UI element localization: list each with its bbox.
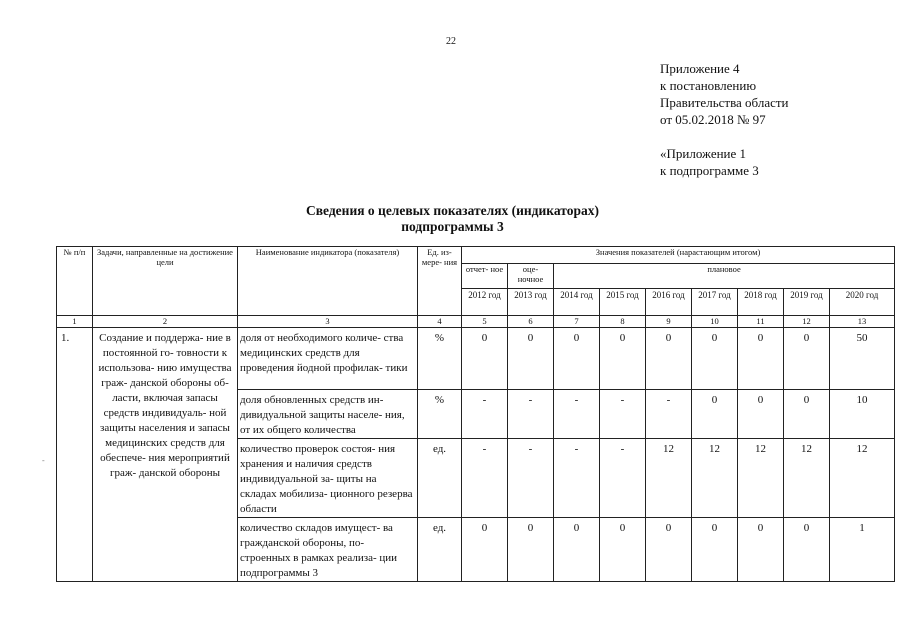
unit-cell: %: [418, 390, 462, 439]
document-title: [0, 203, 905, 235]
value-cell: 0: [554, 518, 600, 582]
value-cell: 0: [692, 390, 738, 439]
value-cell: 1: [830, 518, 895, 582]
value-cell: -: [600, 390, 646, 439]
column-number: 6: [508, 316, 554, 328]
appendix-line: «Приложение 1: [660, 146, 747, 161]
value-cell: 0: [554, 328, 600, 390]
column-number: 5: [462, 316, 508, 328]
title-line-2: подпрограммы 3: [401, 219, 504, 234]
value-cell: 12: [738, 439, 784, 518]
value-cell: 0: [508, 518, 554, 582]
unit-cell: ед.: [418, 518, 462, 582]
value-cell: 12: [830, 439, 895, 518]
value-cell: 0: [462, 328, 508, 390]
appendix-line: Правительства области: [660, 95, 789, 110]
column-number: 4: [418, 316, 462, 328]
value-cell: 0: [692, 518, 738, 582]
header-num: № п/п: [57, 247, 93, 316]
header-indicator: Наименование индикатора (показателя): [238, 247, 418, 316]
value-cell: -: [462, 390, 508, 439]
header-values-group: Значения показателей (нарастающим итогом): [462, 247, 895, 264]
column-number: 7: [554, 316, 600, 328]
header-planned: плановое: [554, 264, 895, 289]
appendix-line: Приложение 4: [660, 61, 740, 76]
indicators-table: [56, 246, 895, 582]
column-number: 3: [238, 316, 418, 328]
column-number: 11: [738, 316, 784, 328]
unit-cell: %: [418, 328, 462, 390]
value-cell: 0: [508, 328, 554, 390]
value-cell: -: [554, 390, 600, 439]
value-cell: -: [508, 390, 554, 439]
column-number: 8: [600, 316, 646, 328]
appendix-block: [660, 60, 789, 179]
appendix-line: от 05.02.2018 № 97: [660, 112, 766, 127]
header-year: 2018 год: [738, 289, 784, 316]
value-cell: 0: [692, 328, 738, 390]
column-number: 13: [830, 316, 895, 328]
header-year: 2020 год: [830, 289, 895, 316]
value-cell: 0: [738, 390, 784, 439]
appendix-line: к постановлению: [660, 78, 757, 93]
header-unit: Ед. из- мере- ния: [418, 247, 462, 316]
column-number: 12: [784, 316, 830, 328]
indicator-name: количество проверок состоя- ния хранения и наличия средств индивидуальной за- щиты на складах мобилиза- ционного резерва области: [238, 439, 418, 518]
column-number: 2: [93, 316, 238, 328]
header-year: 2016 год: [646, 289, 692, 316]
header-estimated: оце- ночное: [508, 264, 554, 289]
header-year: 2015 год: [600, 289, 646, 316]
value-cell: 0: [600, 518, 646, 582]
value-cell: 0: [646, 518, 692, 582]
indicator-name: доля от необходимого количе- ства медицинских средств для проведения йодной профилак- тики: [238, 328, 418, 390]
value-cell: 0: [646, 328, 692, 390]
header-reporting: отчет- ное: [462, 264, 508, 289]
value-cell: 0: [784, 390, 830, 439]
unit-cell: ед.: [418, 439, 462, 518]
appendix-line: к подпрограмме 3: [660, 163, 759, 178]
value-cell: 12: [784, 439, 830, 518]
header-year: 2019 год: [784, 289, 830, 316]
value-cell: -: [508, 439, 554, 518]
header-year: 2013 год: [508, 289, 554, 316]
indicator-name: количество складов имущест- ва гражданской обороны, по- строенных в рамках реализа- ции подпрограммы 3: [238, 518, 418, 582]
header-year: 2017 год: [692, 289, 738, 316]
task-description: Создание и поддержа- ние в постоянной го- товности к использова- нию имущества граж- данской обороны об- ласти, включая запасы средств индивидуаль- ной защиты населения и запасы медицинских средств для обеспече- ния мероприятий граж- данской обороны: [93, 328, 238, 582]
header-year: 2012 год: [462, 289, 508, 316]
value-cell: 12: [646, 439, 692, 518]
value-cell: 12: [692, 439, 738, 518]
value-cell: -: [462, 439, 508, 518]
page-number: 22: [446, 36, 456, 47]
table-row: [57, 328, 895, 390]
value-cell: 0: [462, 518, 508, 582]
value-cell: -: [646, 390, 692, 439]
column-number: 9: [646, 316, 692, 328]
value-cell: -: [554, 439, 600, 518]
header-year: 2014 год: [554, 289, 600, 316]
value-cell: 0: [738, 328, 784, 390]
value-cell: 0: [600, 328, 646, 390]
margin-mark: -: [42, 456, 45, 465]
value-cell: 10: [830, 390, 895, 439]
title-line-1: Сведения о целевых показателях (индикаторах): [306, 203, 599, 218]
value-cell: -: [600, 439, 646, 518]
column-number: 1: [57, 316, 93, 328]
column-number: 10: [692, 316, 738, 328]
header-task: Задачи, направленные на достижение цели: [93, 247, 238, 316]
value-cell: 0: [784, 518, 830, 582]
indicator-name: доля обновленных средств ин- дивидуальной защиты населе- ния, от их общего количества: [238, 390, 418, 439]
value-cell: 50: [830, 328, 895, 390]
row-number: 1.: [57, 328, 93, 582]
value-cell: 0: [784, 328, 830, 390]
value-cell: 0: [738, 518, 784, 582]
